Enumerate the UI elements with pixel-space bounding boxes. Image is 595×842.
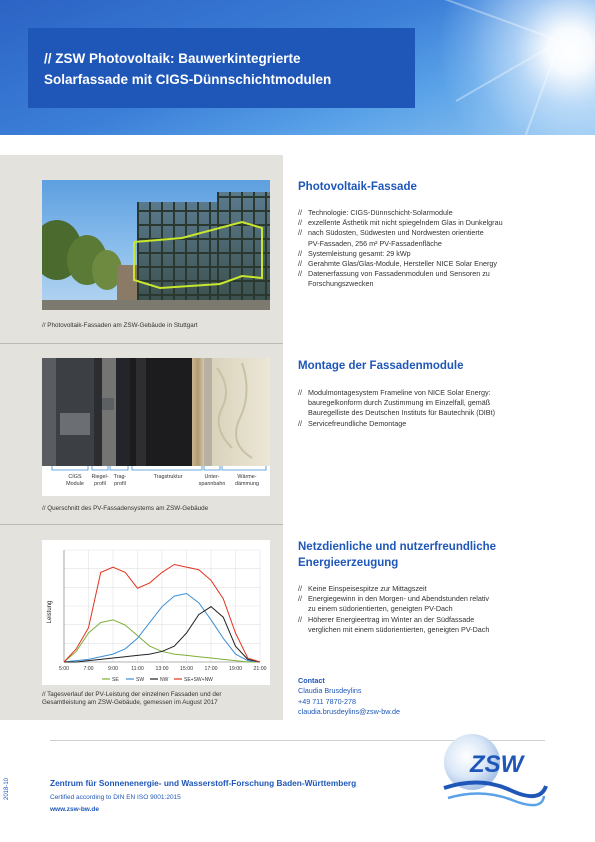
- contact-phone[interactable]: +49 711 7870-278: [298, 696, 357, 706]
- x-tick-label: 13:00: [155, 666, 169, 672]
- x-tick-label: 17:00: [204, 666, 218, 672]
- x-tick-label: 7:00: [83, 666, 94, 672]
- chart-caption-line1: // Tagesverlauf der PV-Leistung der einzelnen Fassaden und der: [42, 691, 222, 698]
- page-title: [44, 48, 331, 90]
- section-heading-line2: Energieerzeugung: [298, 557, 399, 569]
- zsw-logo: [440, 728, 550, 818]
- list-item: [298, 419, 578, 429]
- contact-email[interactable]: claudia.brusdeylins@zsw-bw.de: [298, 707, 400, 717]
- list-item: [298, 269, 578, 289]
- facade-cross-section-photo: [42, 358, 270, 496]
- x-tick-label: 9:00: [107, 666, 119, 672]
- legend-label: SW: [136, 677, 145, 683]
- pv-facade-list: [298, 208, 578, 290]
- building-photo-caption: // Photovoltaik-Fassaden am ZSW-Gebäude in Stuttgart: [42, 322, 198, 329]
- x-tick-label: 15:00: [180, 666, 193, 672]
- section-divider: [0, 343, 283, 344]
- cross-section-caption: // Querschnitt des PV-Fassadensystems am ZSW-Gebäude: [42, 505, 209, 512]
- x-tick-label: 19:00: [229, 666, 242, 672]
- list-item-text: Modulmontagesystem Frameline von NICE Solar Energy:: [308, 388, 491, 397]
- cross-section-labels: [42, 466, 270, 496]
- contact-name: Claudia Brusdeylins: [298, 686, 362, 696]
- footer-certification: Certified according to DIN EN ISO 9001:2015: [50, 794, 181, 801]
- list-item: [298, 228, 578, 248]
- list-item-text: Energiegewinn in den Morgen- und Abendstunden relativ: [308, 594, 490, 604]
- bullet-marker: //: [298, 228, 302, 238]
- label-tragprofil: Trag- profil: [113, 474, 127, 487]
- list-item: [298, 208, 578, 218]
- list-item-text: exzellente Ästhetik mit nicht spiegelndem Glas in Dunkelgrau: [308, 218, 503, 228]
- x-tick-label: 5:00: [58, 666, 70, 672]
- page-title-line2: Solarfassade mit CIGS-Dünnschichtmodulen: [44, 72, 332, 87]
- label-cigs-modules: CIGS Module: [66, 474, 84, 487]
- label-unterspannbahn: Unter- spannbahn: [198, 474, 226, 487]
- building-photo: [42, 180, 270, 310]
- label-riegelprofil: Riegel- profil: [91, 474, 109, 487]
- list-item: [298, 615, 578, 635]
- bullet-marker: //: [298, 594, 302, 604]
- legend-label: NW: [160, 677, 169, 683]
- grid-friendly-list: [298, 584, 578, 635]
- bullet-marker: //: [298, 248, 302, 258]
- legend-label: SE+SW+NW: [184, 677, 213, 683]
- list-item: [298, 584, 578, 594]
- section-heading-grid-friendly: [298, 539, 496, 571]
- contact-heading: Contact: [298, 676, 325, 685]
- contact-block: [298, 676, 400, 718]
- list-item-text: bauregelkonform durch Zustimmung im Einzelfall, gemäß: [308, 398, 491, 408]
- bullet-marker: //: [298, 269, 302, 279]
- bullet-marker: //: [298, 584, 302, 593]
- footer-website-link[interactable]: www.zsw-bw.de: [50, 806, 99, 813]
- list-item-text: Datenerfassung von Fassadenmodulen und Sensoren zu: [308, 269, 490, 279]
- list-item-text: zu einem südorientierten, geneigten PV-Dach: [308, 604, 453, 614]
- bullet-marker: //: [298, 208, 302, 217]
- bullet-marker: //: [298, 418, 302, 428]
- list-item-text: Servicefreundliche Demontage: [308, 418, 407, 428]
- chart-caption: [42, 691, 221, 707]
- list-item: [298, 249, 578, 259]
- list-item-text: nach Südosten, Südwesten und Nordwesten orientierte: [308, 228, 484, 238]
- chart-svg: [42, 540, 270, 685]
- logo-text: ZSW: [470, 751, 524, 778]
- list-item: [298, 388, 578, 419]
- section-heading-line1: Netzdienliche und nutzerfreundliche: [298, 541, 497, 553]
- bullet-marker: //: [298, 614, 302, 624]
- list-item-text: Technologie: CIGS-Dünnschicht-Solarmodule: [308, 208, 453, 217]
- y-axis-label: Leistung: [47, 600, 53, 624]
- bullet-marker: //: [298, 259, 302, 269]
- section-divider: [0, 524, 283, 525]
- list-item-text: Keine Einspeisespitze zur Mittagszeit: [308, 584, 427, 593]
- section-heading-pv-facade: Photovoltaik-Fassade: [298, 181, 417, 193]
- list-item-text: Höherer Energieertrag im Winter an der Südfassade: [308, 614, 475, 624]
- bullet-marker: //: [298, 388, 302, 397]
- document-date: 2018-10: [4, 777, 10, 800]
- list-item-text: Forschungszwecken: [308, 279, 374, 289]
- footer-organization: Zentrum für Sonnenenergie- und Wasserstoff-Forschung Baden-Württemberg: [50, 778, 357, 788]
- pv-power-chart: [42, 540, 270, 685]
- label-tragstruktur: Tragstruktur: [153, 474, 183, 480]
- chart-caption-line2: Gesamtleistung am ZSW-Gebäude, gemessen im August 2017: [42, 699, 218, 706]
- section-heading-mounting: Montage der Fassadenmodule: [298, 360, 464, 372]
- list-item-text: Bauregelliste des Deutschen Instituts für Bautechnik (DIBt): [308, 408, 495, 418]
- cross-section-image: [42, 358, 270, 466]
- bullet-marker: //: [298, 218, 302, 228]
- list-item: [298, 218, 578, 228]
- list-item: [298, 594, 578, 614]
- pv-area-outline: [42, 180, 270, 310]
- x-tick-label: 11:00: [131, 666, 144, 672]
- list-item: [298, 259, 578, 269]
- sun-glow: [440, 0, 595, 135]
- header-banner: [0, 0, 595, 135]
- x-tick-label: 21:00: [253, 666, 267, 672]
- list-item-text: PV-Fassaden, 256 m² PV-Fassadenfläche: [308, 238, 442, 248]
- list-item-text: Gerahmte Glas/Glas-Module, Hersteller NICE Solar Energy: [308, 259, 497, 269]
- list-item-text: Systemleistung gesamt: 29 kWp: [308, 248, 411, 258]
- page-title-line1: // ZSW Photovoltaik: Bauwerkintegrierte: [44, 51, 301, 66]
- list-item-text: verglichen mit einem südorientierten, geneigten PV-Dach: [308, 624, 490, 634]
- label-waermedaemmung: Wärme- dämmung: [235, 474, 259, 487]
- mounting-list: [298, 388, 578, 429]
- legend-label: SE: [112, 677, 119, 683]
